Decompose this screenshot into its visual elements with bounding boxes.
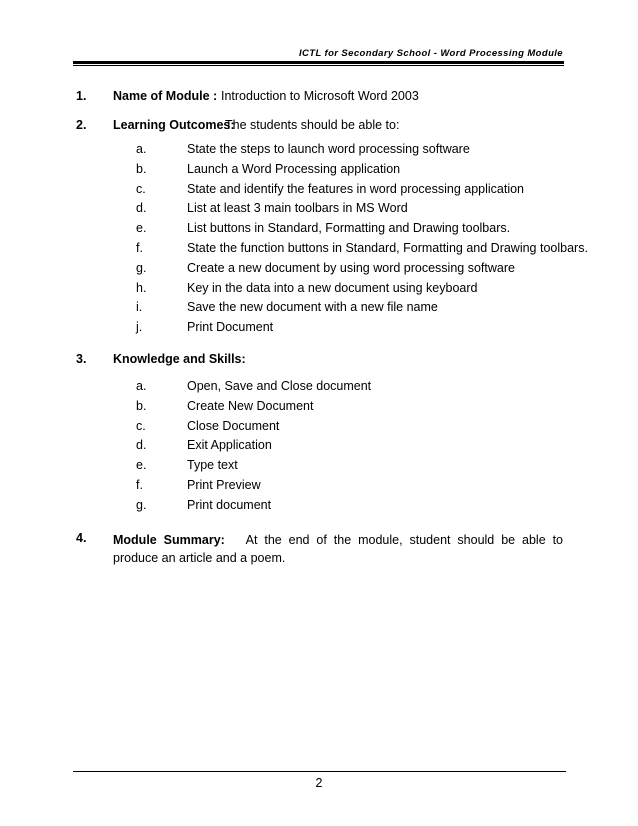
list-item-text: Close Document — [187, 418, 280, 433]
list-item-letter: d. — [136, 438, 147, 453]
list-item-text: List at least 3 main toolbars in MS Word — [187, 201, 408, 216]
list-item-letter: e. — [136, 221, 147, 236]
list-item-letter: f. — [136, 241, 143, 255]
list-item-text: Launch a Word Processing application — [187, 161, 401, 176]
list-item-letter: i. — [136, 300, 143, 315]
page-number: 2 — [315, 776, 323, 790]
section-title: Knowledge and Skills: — [113, 352, 246, 366]
module-summary — [113, 531, 563, 567]
list-item-text: State the steps to launch word processing software — [187, 142, 470, 156]
running-header: ICTL for Secondary School - Word Processing Module — [298, 48, 563, 59]
list-item-letter: f. — [136, 478, 143, 492]
list-item-text: Exit Application — [187, 438, 272, 453]
footer-rule — [73, 771, 566, 772]
header-rule-thin — [73, 65, 564, 66]
list-item-letter: h. — [136, 280, 147, 295]
list-item-text: Open, Save and Close document — [187, 379, 372, 393]
header-rule-thick — [73, 61, 564, 64]
module-name: Introduction to Microsoft Word 2003 — [221, 89, 419, 103]
list-item-text: Print Document — [187, 320, 274, 335]
section-title: Module Summary: — [113, 533, 225, 547]
summary-text: At the end of the module, student should be able to produce an article and a poem. — [113, 533, 564, 565]
list-item-text: Print document — [187, 497, 272, 512]
list-item-text: Create a new document by using word processing software — [187, 260, 515, 275]
list-item-letter: a. — [136, 379, 147, 393]
section-number: 1. — [76, 89, 87, 103]
list-item-letter: g. — [136, 260, 147, 275]
section-number: 2. — [76, 118, 87, 132]
list-item-letter: a. — [136, 142, 147, 156]
section-title: Name of Module : — [113, 89, 218, 103]
section-number: 4. — [76, 531, 87, 545]
list-item-letter: j. — [136, 320, 143, 335]
list-item-text: Create New Document — [187, 398, 314, 413]
section-title: Learning Outcomes: — [113, 118, 235, 132]
section-intro: The students should be able to: — [225, 118, 400, 132]
list-item-letter: g. — [136, 497, 147, 512]
list-item-text: List buttons in Standard, Formatting and Drawing toolbars. — [187, 221, 511, 236]
list-item-text: Type text — [187, 458, 238, 473]
list-item-letter: d. — [136, 201, 147, 216]
list-item-letter: c. — [136, 181, 146, 196]
list-item-letter: c. — [136, 418, 146, 433]
section-number: 3. — [76, 352, 87, 366]
list-item-text: Key in the data into a new document using keyboard — [187, 280, 478, 295]
list-item-text: Save the new document with a new file name — [187, 300, 438, 315]
list-item-text: State the function buttons in Standard, Formatting and Drawing toolbars. — [187, 241, 588, 255]
list-item-text: State and identify the features in word processing application — [187, 181, 525, 196]
list-item-letter: e. — [136, 458, 147, 473]
list-item-letter: b. — [136, 398, 147, 413]
list-item-text: Print Preview — [187, 478, 261, 492]
list-item-letter: b. — [136, 161, 147, 176]
